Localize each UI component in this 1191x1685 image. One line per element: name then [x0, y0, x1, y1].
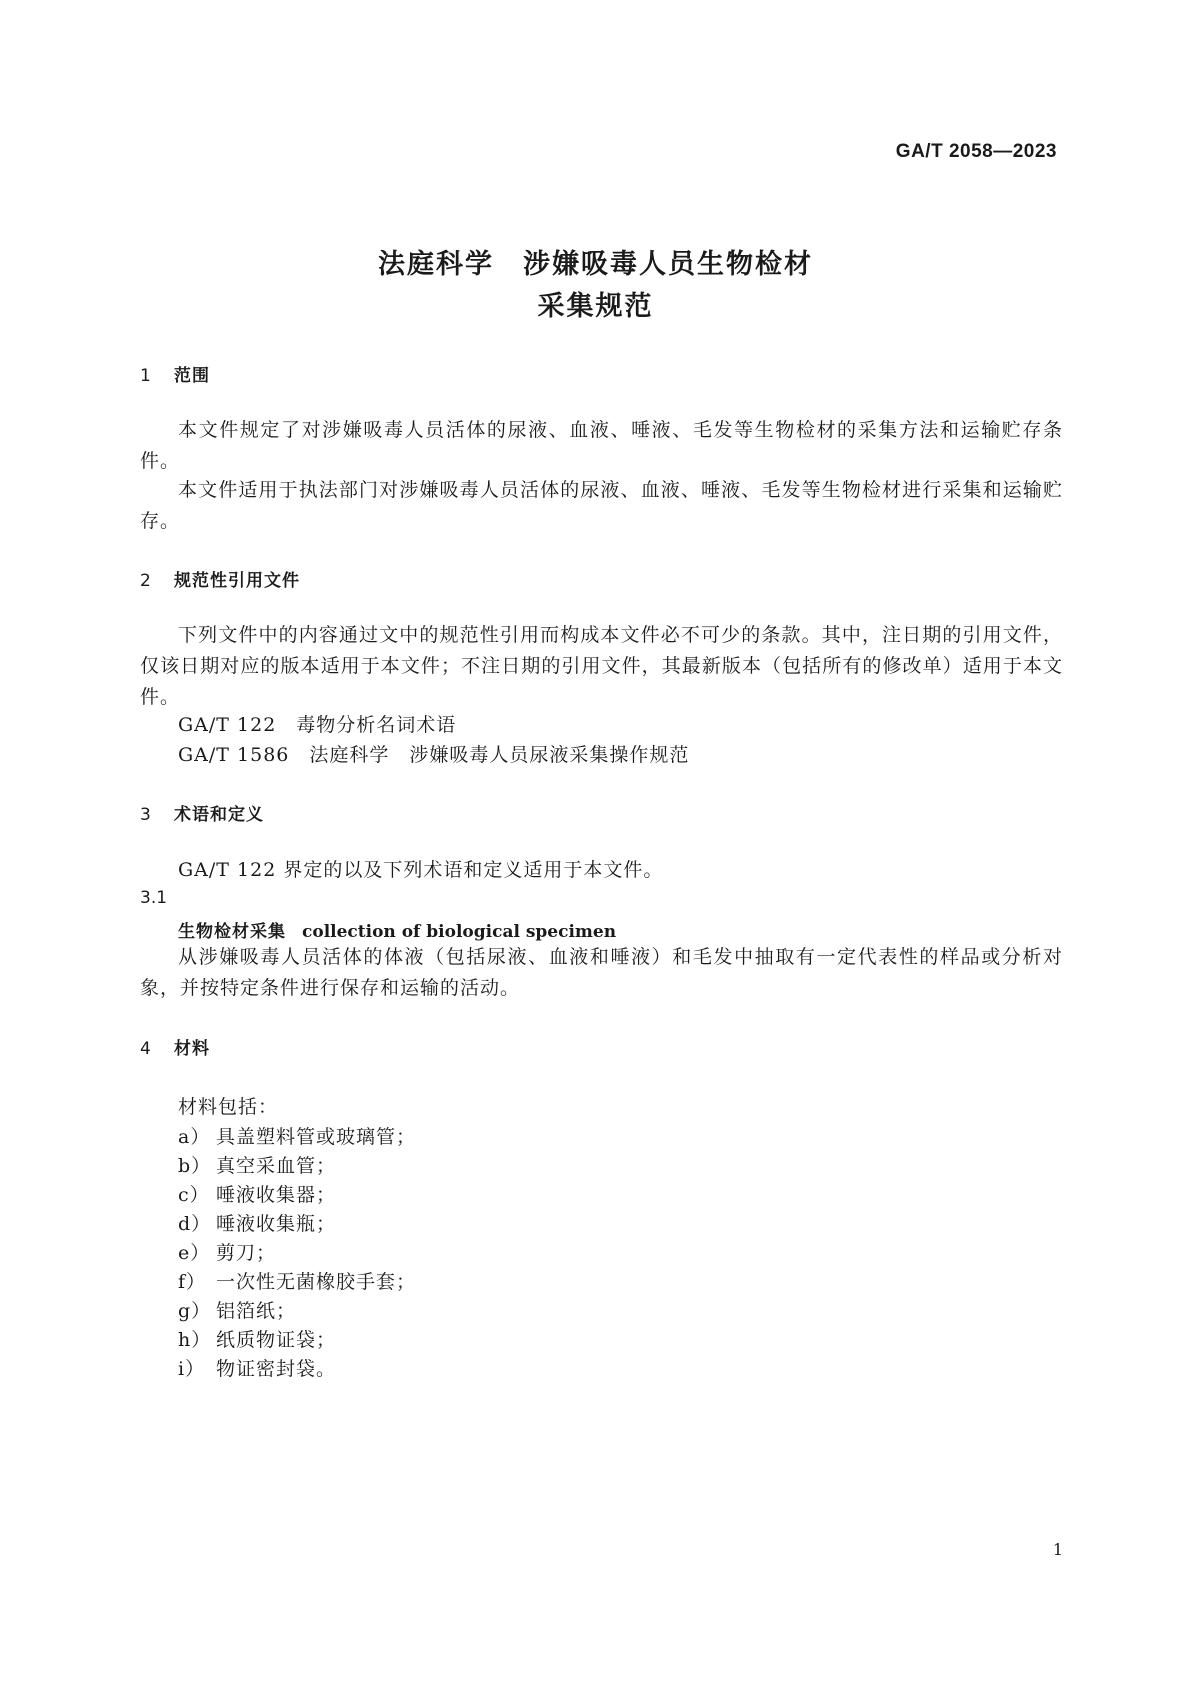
section-title: 范围 — [174, 366, 210, 386]
list-item — [178, 1354, 336, 1381]
section-number: 3 — [140, 805, 152, 825]
section-1-heading — [140, 361, 210, 386]
list-item — [178, 1180, 336, 1207]
list-text: 唾液收集瓶； — [216, 1213, 337, 1235]
term-entry — [178, 917, 616, 942]
section-4-heading — [140, 1034, 210, 1059]
list-item — [178, 1122, 416, 1149]
list-text: 唾液收集器； — [216, 1184, 337, 1206]
section-1-paragraph-2: 本文件适用于执法部门对涉嫌吸毒人员活体的尿液、血液、唾液、毛发等生物检材进行采集和运输贮存。 — [140, 479, 1063, 532]
list-text: 具盖塑料管或玻璃管； — [216, 1126, 417, 1148]
list-marker: a） — [178, 1126, 211, 1148]
list-text: 铝箔纸； — [216, 1300, 297, 1322]
term-english: collection of biological specimen — [302, 922, 617, 942]
section-3-paragraph-1: GA/T 122 界定的以及下列术语和定义适用于本文件。 — [178, 859, 664, 881]
list-text: 真空采血管； — [216, 1155, 337, 1177]
reference-code: GA/T 122 — [178, 714, 277, 736]
term-chinese: 生物检材采集 — [178, 922, 286, 942]
list-marker: f） — [178, 1271, 207, 1293]
section-title: 材料 — [174, 1039, 210, 1059]
document-title-line2: 采集规范 — [537, 291, 654, 322]
materials-intro: 材料包括： — [178, 1096, 279, 1118]
section-number: 1 — [140, 366, 152, 386]
section-2-paragraph-1: 下列文件中的内容通过文中的规范性引用而构成本文件必不可少的条款。其中，注日期的引用文件，仅该日期对应的版本适用于本文件；不注日期的引用文件，其最新版本（包括所有的修改单）适用于本文件。 — [140, 624, 1063, 708]
list-item — [178, 1151, 336, 1178]
section-2-heading — [140, 566, 300, 591]
list-item — [178, 1209, 336, 1236]
page-number: 1 — [1052, 1540, 1063, 1559]
standard-code: GA/T 2058—2023 — [895, 141, 1057, 162]
normative-reference — [178, 740, 689, 767]
section-title: 规范性引用文件 — [174, 571, 300, 591]
reference-code: GA/T 1586 — [178, 744, 290, 766]
list-marker: h） — [178, 1329, 212, 1351]
document-title-line1: 法庭科学 涉嫌吸毒人员生物检材 — [378, 249, 813, 280]
section-number: 4 — [140, 1039, 152, 1059]
subsection-number: 3.1 — [140, 888, 168, 908]
list-text: 一次性无菌橡胶手套； — [216, 1271, 417, 1293]
list-text: 剪刀； — [216, 1242, 277, 1264]
section-1-paragraph-1: 本文件规定了对涉嫌吸毒人员活体的尿液、血液、唾液、毛发等生物检材的采集方法和运输贮存条件。 — [140, 419, 1063, 472]
list-text: 纸质物证袋； — [216, 1329, 337, 1351]
list-marker: e） — [178, 1242, 211, 1264]
normative-reference — [178, 710, 456, 737]
reference-title: 毒物分析名词术语 — [296, 714, 457, 736]
list-marker: b） — [178, 1155, 212, 1177]
section-number: 2 — [140, 571, 152, 591]
list-marker: d） — [178, 1213, 212, 1235]
list-text: 物证密封袋。 — [216, 1358, 337, 1380]
list-marker: i） — [178, 1358, 206, 1380]
list-item — [178, 1325, 336, 1352]
list-marker: g） — [178, 1300, 212, 1322]
list-item — [178, 1238, 276, 1265]
section-3-heading — [140, 800, 264, 825]
list-item — [178, 1267, 416, 1294]
list-marker: c） — [178, 1184, 210, 1206]
reference-title: 法庭科学 涉嫌吸毒人员尿液采集操作规范 — [309, 744, 690, 766]
section-title: 术语和定义 — [174, 805, 264, 825]
list-item — [178, 1296, 296, 1323]
term-definition: 从涉嫌吸毒人员活体的体液（包括尿液、血液和唾液）和毛发中抽取有一定代表性的样品或分析对象，并按特定条件进行保存和运输的活动。 — [140, 946, 1063, 999]
